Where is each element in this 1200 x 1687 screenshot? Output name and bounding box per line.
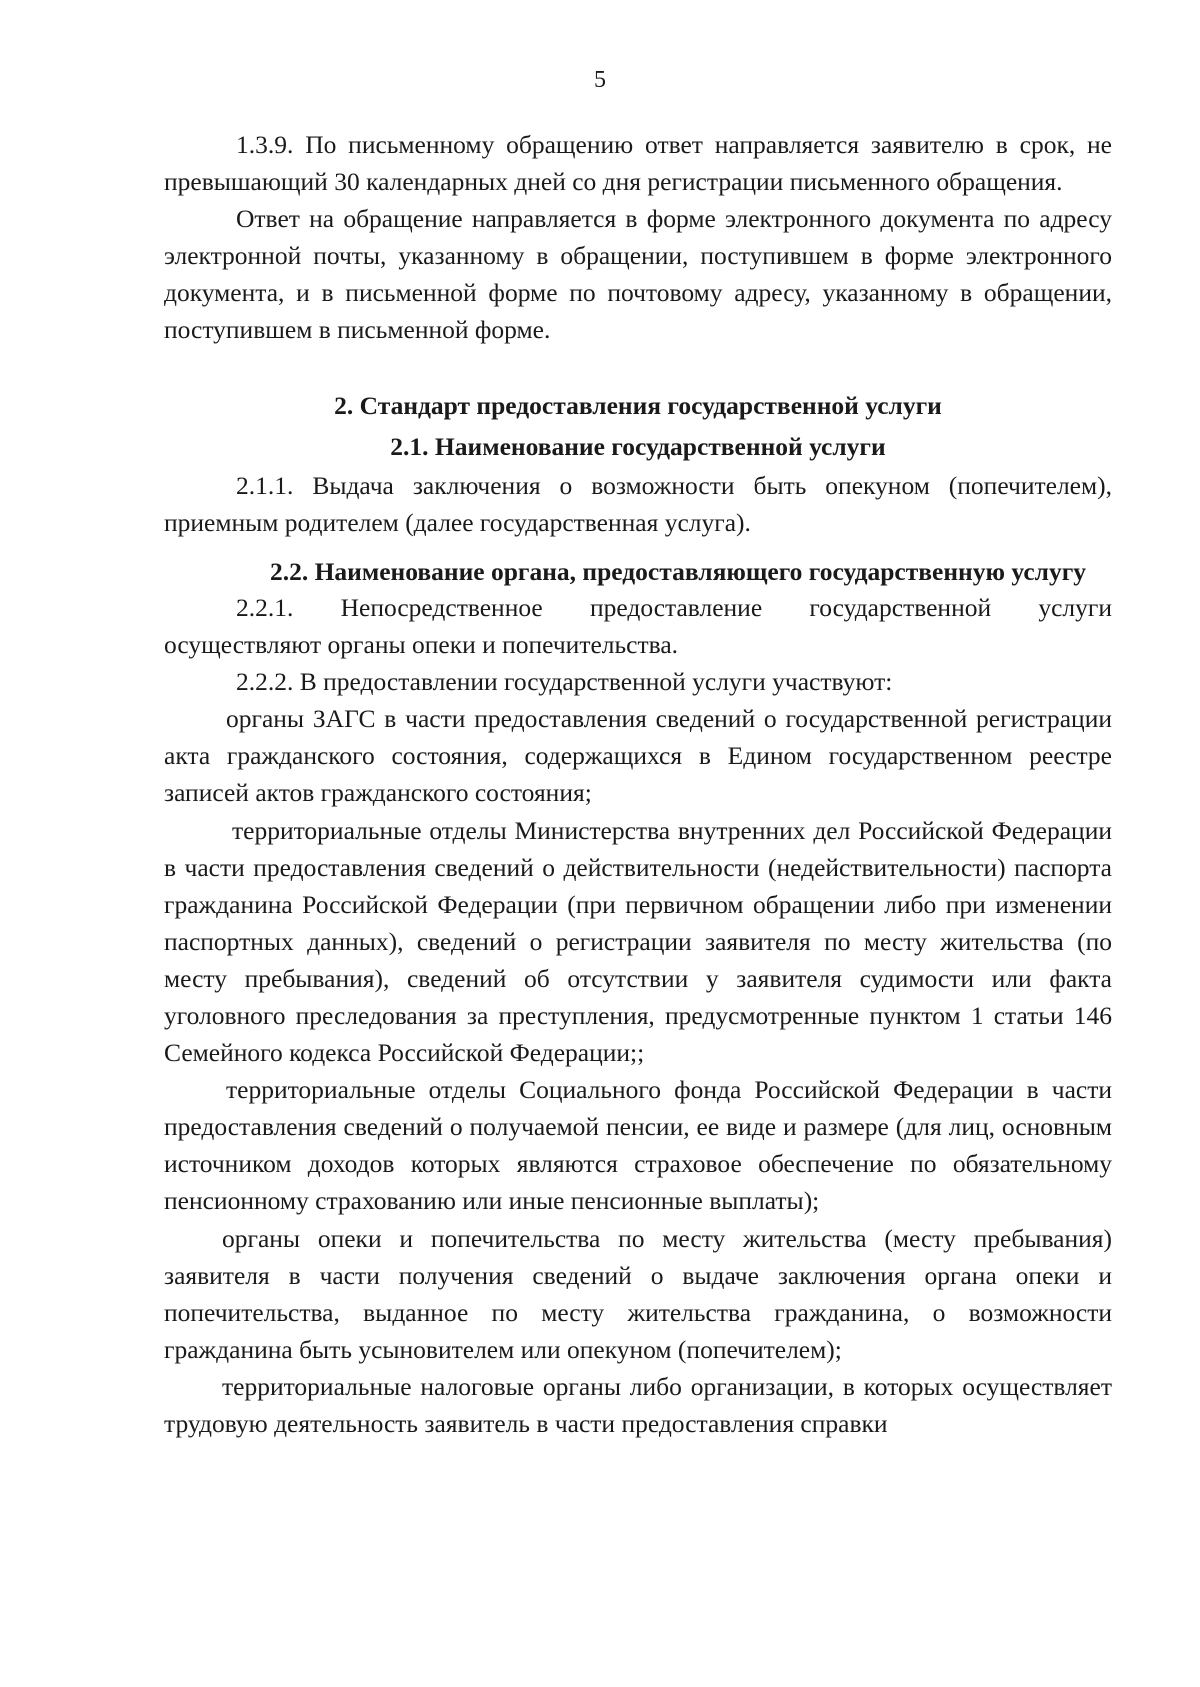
paragraph-2-1-1: 2.1.1. Выдача заключения о возможности быть опекуном (попечителем), приемным родителем (далее государственная услуга). xyxy=(164,470,1112,537)
paragraph-guardianship-bodies: органы опеки и попечительства по месту жительства (месту пребывания) заявителя в части получения сведений о выдаче заключения органа опеки и попечительства, выданное по месту жительства гражданина, о возможности гражданина быть усыновителем или опекуном (попечителем); xyxy=(164,1223,1112,1364)
paragraph-1-3-9: 1.3.9. По письменному обращению ответ направляется заявителю в срок, не превышающий 30 календарных дней со дня регистрации письменного обращения. xyxy=(164,130,1112,197)
paragraph-2-2-1: 2.2.1. Непосредственное предоставление государственной услуги осуществляют органы опеки и попечительства. xyxy=(164,592,1112,660)
paragraph-social-fund: территориальные отделы Социального фонда Российской Федерации в части предоставления сведений о получаемой пенсии, ее виде и размере (для лиц, основным источником доходов которых являются страховое обеспечение по обязательному пенсионному страхованию или иные пенсионные выплаты); xyxy=(164,1075,1112,1216)
page-number: 5 xyxy=(594,67,606,93)
paragraph-response-form: Ответ на обращение направляется в форме электронного документа по адресу электронной почты, указанному в обращении, поступившем в форме электронного документа, и в письменной форме по почтовому адресу, указанному в обращении, поступившем в письменной форме. xyxy=(164,204,1112,345)
paragraph-2-2-2: 2.2.2. В предоставлении государственной услуги участвуют: xyxy=(236,667,893,697)
paragraph-zags: органы ЗАГС в части предоставления сведений о государственной регистрации акта гражданского состояния, содержащихся в Едином государственном реестре записей актов гражданского состояния; xyxy=(164,704,1112,808)
section-2-1-heading: 2.1. Наименование государственной услуги xyxy=(390,431,886,461)
section-2-2-heading: 2.2. Наименование органа, предоставляющего государственную услугу xyxy=(269,556,1087,586)
document-body xyxy=(164,126,1112,1442)
paragraph-mvd: территориальные отделы Министерства внутренних дел Российской Федерации в части предоставления сведений о действительности (недействительности) паспорта гражданина Российской Федерации (при первичном обращении либо при изменении паспортных данных), сведений о регистрации заявителя по месту жительства (по месту пребывания), сведений об отсутствии у заявителя судимости или факта уголовного преследования за преступления, предусмотренные пунктом 1 статьи 146 Семейного кодекса Российской Федерации;; xyxy=(164,815,1112,1068)
section-2-heading: 2. Стандарт предоставления государственной услуги xyxy=(334,390,942,420)
paragraph-tax-bodies: территориальные налоговые органы либо организации, в которых осуществляет трудовую деятельность заявитель в части предоставления справки xyxy=(164,1371,1112,1438)
